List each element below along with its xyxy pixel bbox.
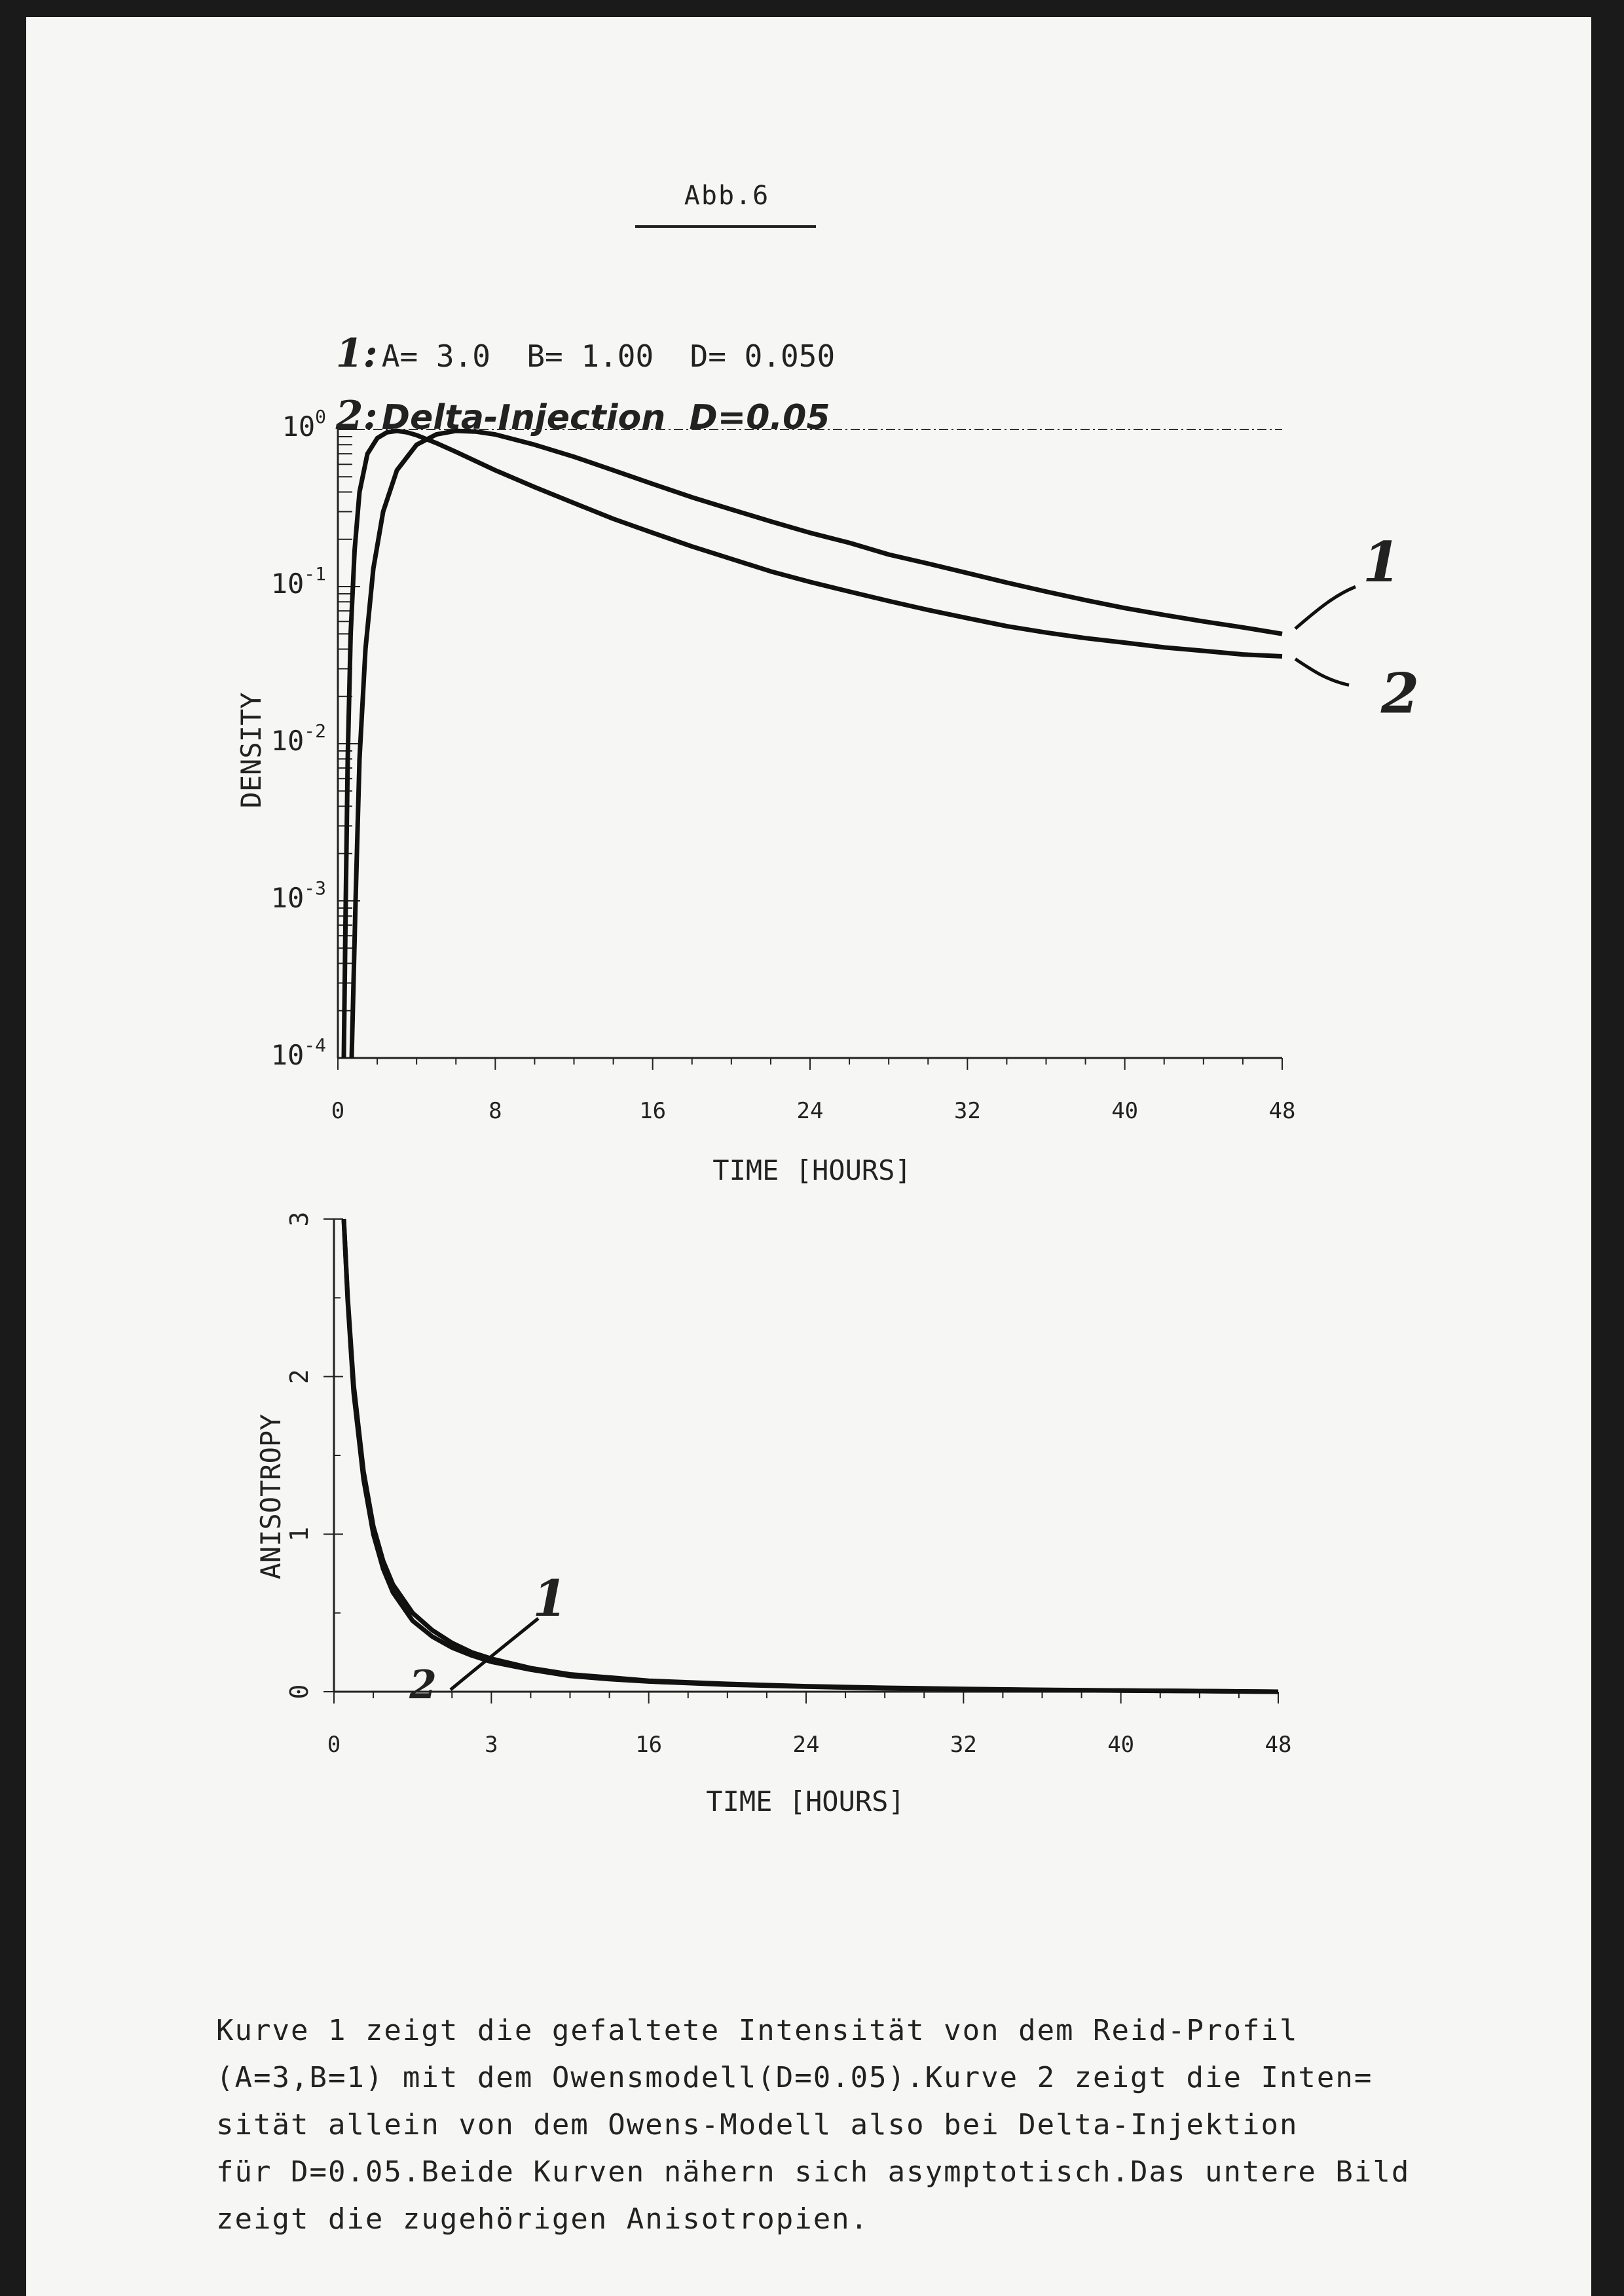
x-tick-label: 32: [953, 1098, 981, 1124]
x-axis-label: TIME [HOURS]: [706, 1785, 905, 1817]
x-tick-label: 0: [327, 1732, 341, 1758]
annotation-leader-2: [1295, 659, 1349, 685]
series-line-2: [344, 1219, 1278, 1692]
caption-line: zeigt die zugehörigen Anisotropien.: [216, 2202, 870, 2236]
y-tick-label: $10^{-1}$: [270, 563, 326, 600]
y-tick-label: $10^{-2}$: [270, 720, 326, 757]
y-tick-exponent: -1: [304, 563, 326, 585]
x-tick-label: 24: [792, 1732, 820, 1758]
caption: [216, 2007, 1526, 2243]
x-tick-label: 16: [635, 1732, 663, 1758]
legend-text: Delta-Injection D=0.05: [381, 398, 830, 437]
y-tick-label: $10^0$: [282, 406, 326, 443]
x-tick-label: 24: [796, 1098, 824, 1124]
x-tick-label: 40: [1111, 1098, 1139, 1124]
annotation-label-2: 2: [409, 1662, 437, 1708]
scanned-page: [26, 17, 1591, 2296]
x-tick-label: 40: [1107, 1732, 1135, 1758]
y-tick-label: $10^{-4}$: [270, 1034, 326, 1071]
x-tick-label: 3: [485, 1732, 498, 1758]
x-tick-label: 48: [1264, 1732, 1292, 1758]
y-tick-label: 1: [285, 1526, 314, 1542]
y-tick-label: 0: [285, 1684, 314, 1700]
annotation-label-2: 2: [1380, 661, 1420, 726]
series-line-1: [352, 431, 1282, 1058]
y-tick-exponent: -2: [304, 720, 326, 742]
caption-line: für D=0.05.Beide Kurven nähern sich asymptotisch.Das untere Bild: [216, 2155, 1411, 2189]
x-tick-label: 32: [950, 1732, 977, 1758]
figure-title: Abb.6: [684, 181, 770, 211]
y-tick-exponent: -4: [304, 1034, 326, 1056]
annotation-leader-1: [1295, 587, 1356, 629]
legend-text: A= 3.0 B= 1.00 D= 0.050: [381, 338, 836, 374]
caption-line: sität allein von dem Owens-Modell also bei Delta-Injektion: [216, 2108, 1299, 2141]
annotation-label-1: 1: [532, 1569, 568, 1628]
annotation-label-1: 1: [1362, 530, 1401, 595]
x-tick-label: 0: [331, 1098, 345, 1124]
y-tick-exponent: -3: [304, 877, 326, 899]
series-line-1: [344, 1219, 1278, 1692]
y-tick-exponent: 0: [315, 406, 326, 428]
legend-number: 1:: [335, 331, 378, 376]
plots-area: [26, 17, 1591, 2296]
legend-number: 2:: [335, 393, 378, 439]
x-tick-label: 48: [1268, 1098, 1296, 1124]
y-axis-label: ANISOTROPY: [255, 1413, 287, 1580]
caption-line: Kurve 1 zeigt die gefaltete Intensität von dem Reid-Profil: [216, 2014, 1299, 2047]
x-tick-label: 16: [639, 1098, 667, 1124]
caption-line: (A=3,B=1) mit dem Owensmodell(D=0.05).Kurve 2 zeigt die Inten=: [216, 2061, 1373, 2094]
series-line-2: [344, 431, 1282, 1058]
y-tick-label: 2: [285, 1369, 314, 1385]
x-axis-label: TIME [HOURS]: [712, 1154, 912, 1186]
y-tick-label: 3: [285, 1211, 314, 1227]
y-tick-label: $10^{-3}$: [270, 877, 326, 914]
x-tick-label: 8: [489, 1098, 502, 1124]
y-axis-label: DENSITY: [235, 692, 267, 809]
